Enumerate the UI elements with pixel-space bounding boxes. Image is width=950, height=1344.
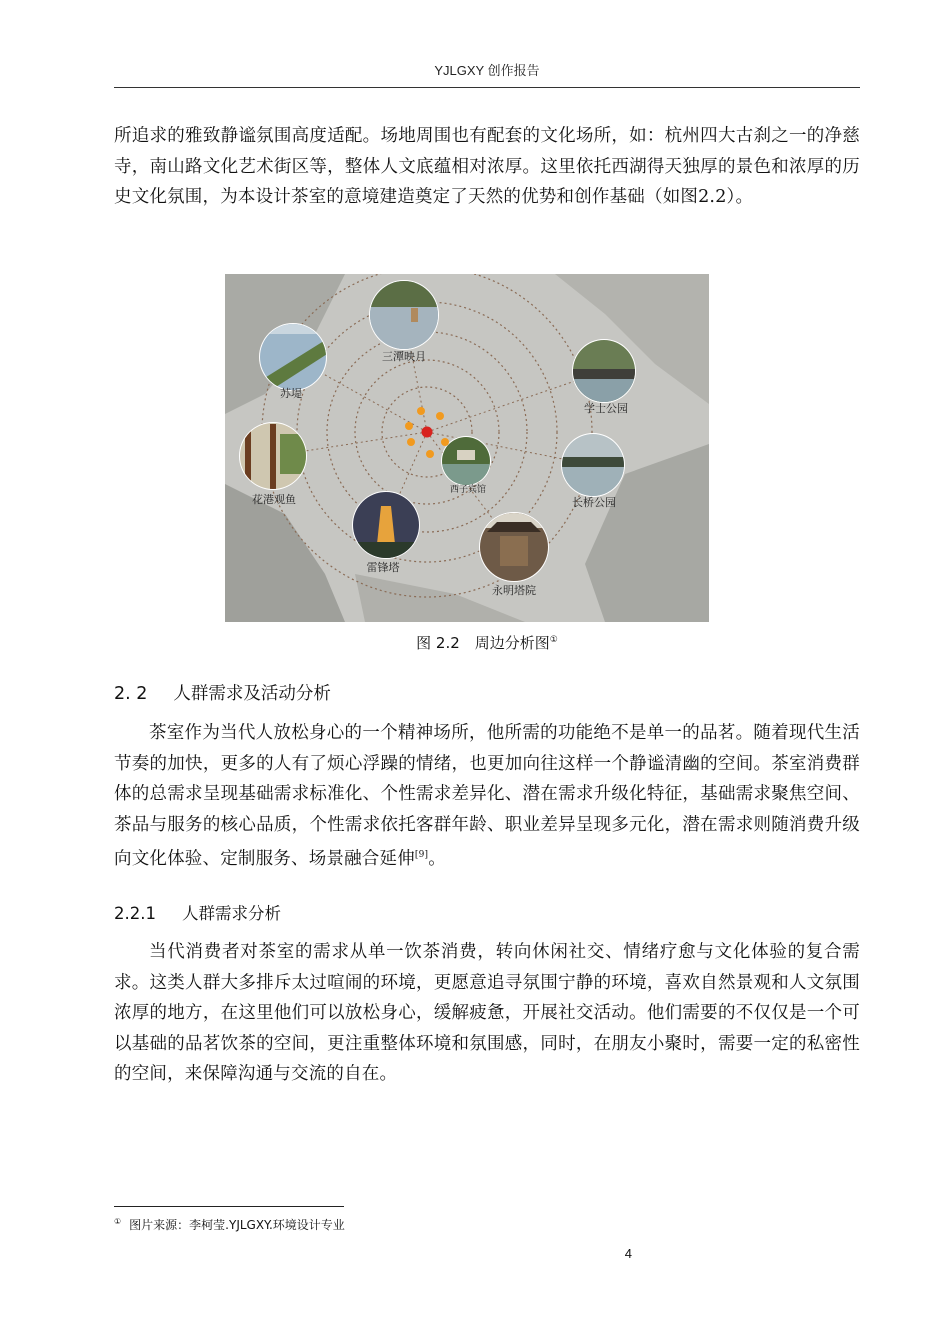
section-title: 人群需求及活动分析 [173, 684, 331, 704]
section-number: 2. 2 [114, 684, 148, 704]
surrounding-analysis-map [225, 274, 709, 622]
paragraph-demand: 当代消费者对茶室的需求从单一饮茶消费，转向休闲社交、情绪疗愈与文化体验的复合需求。这类人群大多排斥太过喧闹的环境，更愿意追寻氛围宁静的环境，喜欢自然景观和人文氛围浓厚的地方，在这里他们可以放松身心，缓解疲惫，开展社交活动。他们需要的不仅仅是一个可以基础的品茗饮茶的空间，更注重整体环境和氛围感，同时，在朋友小聚时，需要一定的私密性的空间，来保障沟通与交流的自在。 [114, 942, 860, 1084]
figure-caption-text: 图 2.2 周边分析图 [416, 634, 550, 652]
dot-marker [417, 407, 425, 415]
label-xueshi: 学士公园 [584, 402, 628, 415]
surrounding-analysis-figure [225, 274, 709, 622]
footnote-text: 图片来源：李柯莹.YJLGXY.环境设计专业 [129, 1218, 345, 1232]
figure-caption [114, 632, 860, 653]
dot-marker [441, 438, 449, 446]
header-rule [114, 87, 860, 88]
page-number: 4 [624, 1246, 632, 1261]
reference-mark: [9] [414, 850, 429, 860]
dot-marker [426, 450, 434, 458]
label-changqiao: 长桥公园 [572, 496, 616, 509]
label-yongming: 永明塔院 [492, 584, 536, 597]
paragraph-teahouse [114, 718, 860, 874]
paragraph-teahouse-text: 茶室作为当代人放松身心的一个精神场所，他所需的功能绝不是单一的品茗。随着现代生活节奏的加快，更多的人有了烦心浮躁的情绪，也更加向往这样一个静谧清幽的空间。茶室消费群体的总需求呈现基础需求标准化、个性需求差异化、潜在需求升级化特征，基础需求聚焦空间、茶品与服务的核心品质，个性需求依托客群年龄、职业差异呈现多元化，潜在需求则随消费升级向文化体验、定制服务、场景融合延伸 [114, 723, 860, 869]
paragraph-intro: 所追求的雅致静谧氛围高度适配。场地周围也有配套的文化场所，如：杭州四大古刹之一的净慈寺，南山路文化艺术街区等，整体人文底蕴相对浓厚。这里依托西湖得天独厚的景色和浓厚的历史文化氛围，为本设计茶室的意境建造奠定了天然的优势和创作基础（如图2.2）。 [114, 126, 860, 207]
subsection-title: 人群需求分析 [181, 904, 281, 923]
site-marker [422, 427, 433, 438]
section-heading-2-2 [114, 680, 331, 705]
running-header: YJLGXY 创作报告 [434, 63, 540, 78]
figure-caption-mark: ① [549, 635, 558, 645]
footnote-mark: ① [114, 1217, 122, 1226]
label-xizi: 西子宾馆 [449, 485, 487, 495]
label-leifeng: 雷锋塔 [366, 561, 400, 574]
label-sudi: 苏堤 [280, 387, 302, 400]
dot-marker [407, 438, 415, 446]
subsection-heading-2-2-1 [114, 900, 281, 924]
dot-marker [436, 412, 444, 420]
footnote-rule [114, 1206, 344, 1207]
dot-marker [405, 422, 413, 430]
label-huagang: 花港观鱼 [252, 493, 296, 506]
paragraph-teahouse-end: 。 [428, 848, 446, 869]
footnote [114, 1216, 345, 1233]
subsection-number: 2.2.1 [114, 904, 156, 923]
label-santan: 三潭映月 [382, 350, 426, 363]
